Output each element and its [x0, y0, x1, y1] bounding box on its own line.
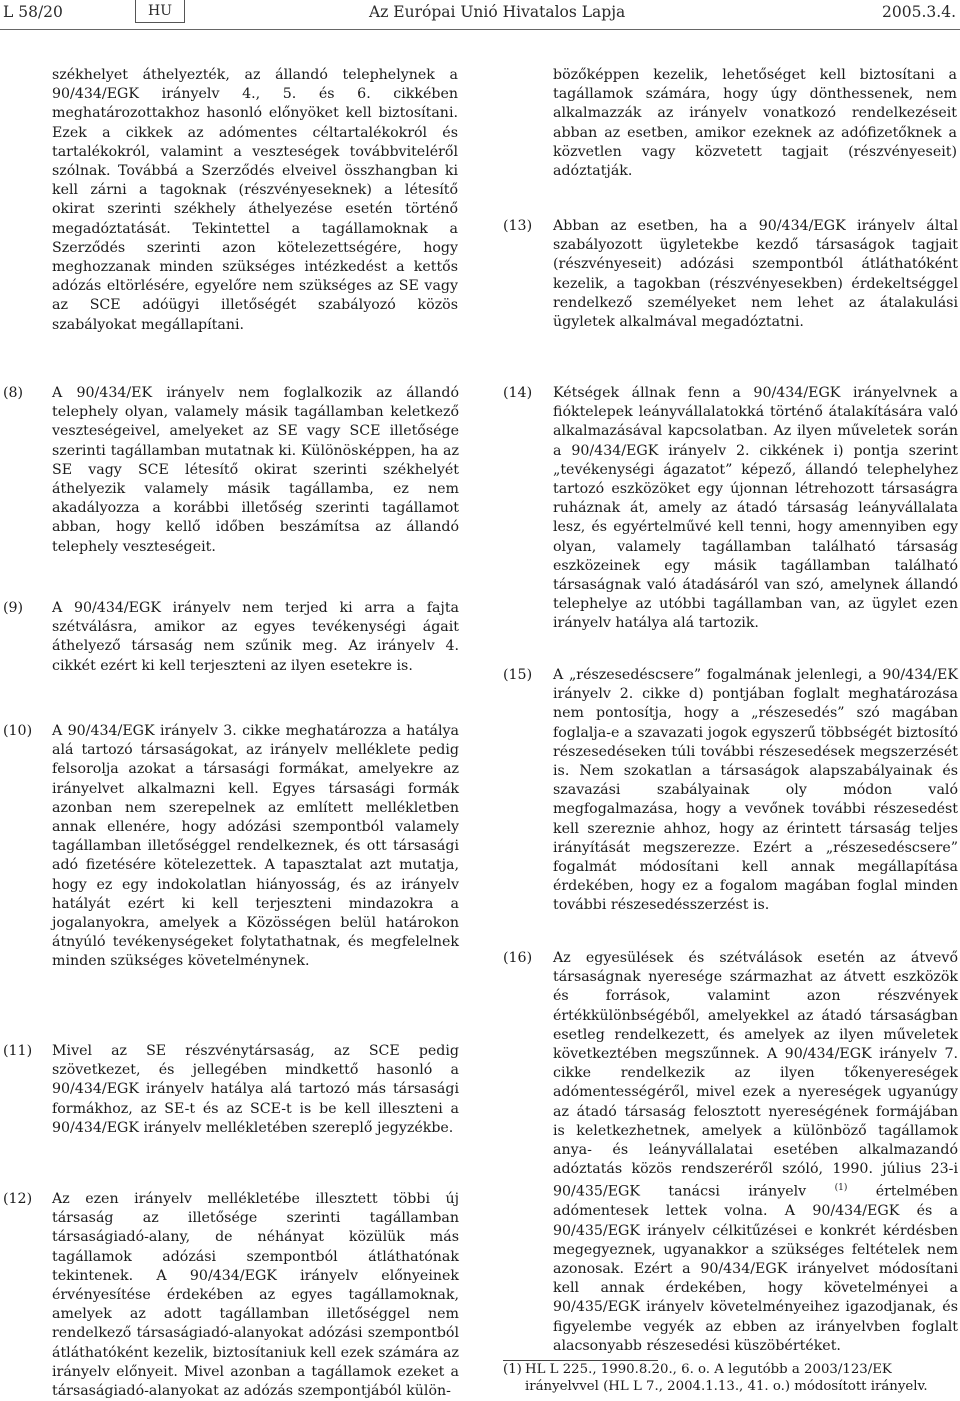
page-reference: L 58/20	[3, 3, 63, 21]
header-divider	[0, 29, 960, 30]
recital-number: (11)	[3, 1043, 33, 1059]
recital-text-part-b: értelmében adómentesek lettek volna. A 90/434/EGK és a 90/435/EGK irányelv célkitűzései e konkrét kérdésben megegyeznek, ugyanakkor a szükséges feltételek nem azonosak. Ezért a 90/434/EGK irányelvet módosítani kell annak érdekében, hogy követelményei a 90/435/EGK irányelv követelményeihez igazodjanak, és figyelembe vegyék az ebben az irányelvben foglalt alacsonyabb részesedési küszöbértéket.	[553, 1184, 958, 1354]
publication-date: 2005.3.4.	[882, 3, 956, 21]
recital-number: (10)	[3, 723, 33, 739]
recital-number: (14)	[503, 385, 533, 401]
footnote-reference[interactable]: (1)	[834, 1183, 848, 1194]
continued-recital-right	[553, 66, 957, 181]
journal-title: Az Európai Unió Hivatalos Lapja	[369, 3, 626, 21]
recital-text: A 90/434/EGK irányelv nem terjed ki arra a fajta szétválásra, amikor az egyes tevékenységi ágait áthelyező társaság nem szűnik meg. Az irányelv 4. cikkét ezért ki kell terjeszteni az ilyen esetekre is.	[52, 600, 459, 674]
recital-text: Mivel az SE részvénytársaság, az SCE pedig szövetkezet, és jellegében mindkettő hasonló a 90/434/EGK irányelv hatálya alá tartozó más társasági formákhoz, az SE-t és az SCE-t is be kell illeszteni a 90/434/EGK irányelv mellékletében szereplő jegyzékbe.	[52, 1043, 459, 1136]
recital-continuation-text: székhelyet áthelyezték, az állandó telephelynek a 90/434/EGK irányelv 4., 5. és 6. cikkében meghatározottakhoz hasonló előnyöket kell biztosítani. Ezek a cikkek az adómentes céltartalékokról és tartalékokról, valamint a veszteségek továbbviteléről szólnak. Továbbá a Szerződés elveivel összhangban ki kell zárni a tagoknak (részvényeseknek) a létesítő okirat szerinti székhely áthelyezése esetén történő megadóztatását. Tekintettel a tagállamoknak a Szerződés szerinti azon kötelezettségére, hogy meghozzanak minden szükséges intézkedést a kettős adózás eltörlésére, egyelőre nem szükséges az SE vagy az SCE adóügyi illetőségét szabályozó közös szabályokat megállapítani.	[52, 67, 458, 333]
continued-recital-left	[52, 66, 458, 335]
recital-number: (12)	[3, 1191, 33, 1207]
footnote-text: HL L 225., 1990.8.20., 6. o. A legutóbb a 2003/123/EK irányelvvel (HL L 7., 2004.1.13., 41. o.) módosított irányelv.	[525, 1362, 928, 1394]
recital-number: (16)	[503, 950, 533, 966]
recital-number: (8)	[3, 385, 24, 401]
recital-continuation-text-right: bözőképpen kezelik, lehetőséget kell biztosítani a tagállamok számára, hogy úgy dönthessenek, nem alkalmazzák az irányelv vonatkozó rendelkezéseit abban az esetben, amikor ezeknek az adófizetőknek a közvetlen vagy közvetett tagjait (részvényeseit) adóztatják.	[553, 67, 957, 180]
recital-number: (13)	[503, 218, 533, 234]
recital-text: A 90/434/EGK irányelv 3. cikke meghatározza a hatálya alá tartozó társaságokat, az irányelv melléklete pedig felsorolja azokat a társasági formákat, amelyekre az irányelvet alkalmazni kell. Egyes társasági formák azonban nem szerepelnek az említett mellékletben annak ellenére, hogy adózási szempontból valamely tagállamban illetőséggel rendelkeznek, és ott társasági adó fizetésére kötelezettek. A tapasztalat azt mutatja, hogy ez egy indokolatlan hiányosság, és az irányelv hatályát ezért ki kell terjeszteni mindazokra a jogalanyokra, amelyek a Közösségen belül határokon átnyúló tevékenységeket folytathatnak, és megfelelnek minden szükséges követelménynek.	[52, 723, 459, 970]
recital-text: Abban az esetben, ha a 90/434/EGK irányelv által szabályozott ügyletekbe kezdő társaságok tagjait (részvényeseit) adózási szempontból átláthatóként kezelik, a tagokban (részvényesekben) érdekeltséggel rendelkező személyeket nem lehet az átalakulási ügyletek alkalmával megadóztatni.	[553, 218, 958, 331]
recital-text: A „részesedéscsere” fogalmának jelenlegi, a 90/434/EK irányelv 2. cikke d) pontjában foglalt meghatározása nem pontosítja, hogy a „részesedés” szó magában foglalja-e a szavazati jogok egyszerű többségét biztosító részesedéseken túli további részesedések megszerzését is. Nem szokatlan a társaságok alapszabályainak és szavazási szabályainak oly módon való megfogalmazása, hogy a vevőnek további részesedést kell szereznie ahhoz, hogy az érintett társaság teljes irányítását megszerezze. Ezért a „részesedéscsere” fogalmát módosítani kell annak megállapítása érdekében, hogy ez a fogalom magában foglal minden további részesedésszerzést is.	[553, 667, 958, 914]
language-code-box: HU	[135, 0, 185, 23]
recital-text: Az ezen irányelv mellékletébe illesztett többi új társaság az illetősége szerinti tagállamban társaságiadó-alany, de néhányat közülük más tagállamok adózási szempontból átláthatónak tekintenek. A 90/434/EGK irányelv előnyeinek érvényesítése érdekében az egyes tagállamoknak, amelyek az adott tagállamban illetőséggel nem rendelkező társaságiadó-alanyokat adózási szempontból átláthatóként kezelik, biztosítaniuk kell ezek számára az irányelv előnyeit. Mivel azonban a tagállamok ezeket a társaságiadó-alanyokat az adózás szempontjából külön-	[52, 1191, 459, 1400]
recital-text	[553, 949, 958, 1356]
recital-text: Kétségek állnak fenn a 90/434/EGK irányelvnek a fióktelepek leányvállalatokká történő átalakítására való alkalmazásával kapcsolatban. Az ilyen műveletek során a 90/434/EGK irányelv 2. cikkének i) pontja szerint „tevékenységi ágazatot” képező, állandó telephelyhez tartozó eszközöket egy újonnan létrehozott társaságra ruháznak át, amely az átadó társaság leányvállalata lesz, és egyértelművé kell tenni, hogy amennyiben egy olyan, valamely tagállamban található társaság eszközeinek egy másik tagállamban található társaságnak való átadásáról van szó, amelynek állandó telephelye az utóbbi tagállamban van, az ügylet ezen irányelv hatálya alá tartozik.	[553, 385, 958, 632]
footnote-number: (1)	[503, 1362, 522, 1377]
recital-text: A 90/434/EK irányelv nem foglalkozik az állandó telephely olyan, valamely másik tagállamban keletkező veszteségeivel, amelyeket az SE vagy SCE illetősége szerinti tagállamban mutatnak ki. Különösképpen, ha az SE vagy SCE létesítő okirat szerinti székhelyét áthelyezik valamely másik tagállamba, ez nem akadályozza a korábbi illetőség szerinti tagállamot abban, hogy kellő időben beszámítsa az állandó telephely veszteségeit.	[52, 385, 459, 555]
page-header	[0, 0, 960, 30]
recital-number: (9)	[3, 600, 24, 616]
recital-number: (15)	[503, 667, 533, 683]
recital-text-part-a: Az egyesülések és szétválások esetén az átvevő társaságnak nyeresége származhat az átvett eszközök és források, valamint azon részvények értékkülönbségéből, amelyekkel az átadó társaságban esetleg rendelkezett, és amelyek az ilyen műveletek következtében megszűnnek. A 90/434/EGK irányelv 7. cikke rendelkezik az ilyen tőkenyereségek adómentességéről, mivel ezek a nyereségek ugyanúgy az átadó társaság felosztott nyereségének formájában is keletkezhetnek, amelyek a különböző tagállamok anya- és leányvállalatai esetében alkalmazandó adóztatás közös rendszeréről szóló, 1990. július 23-i 90/435/EGK tanácsi irányelv	[553, 950, 958, 1201]
